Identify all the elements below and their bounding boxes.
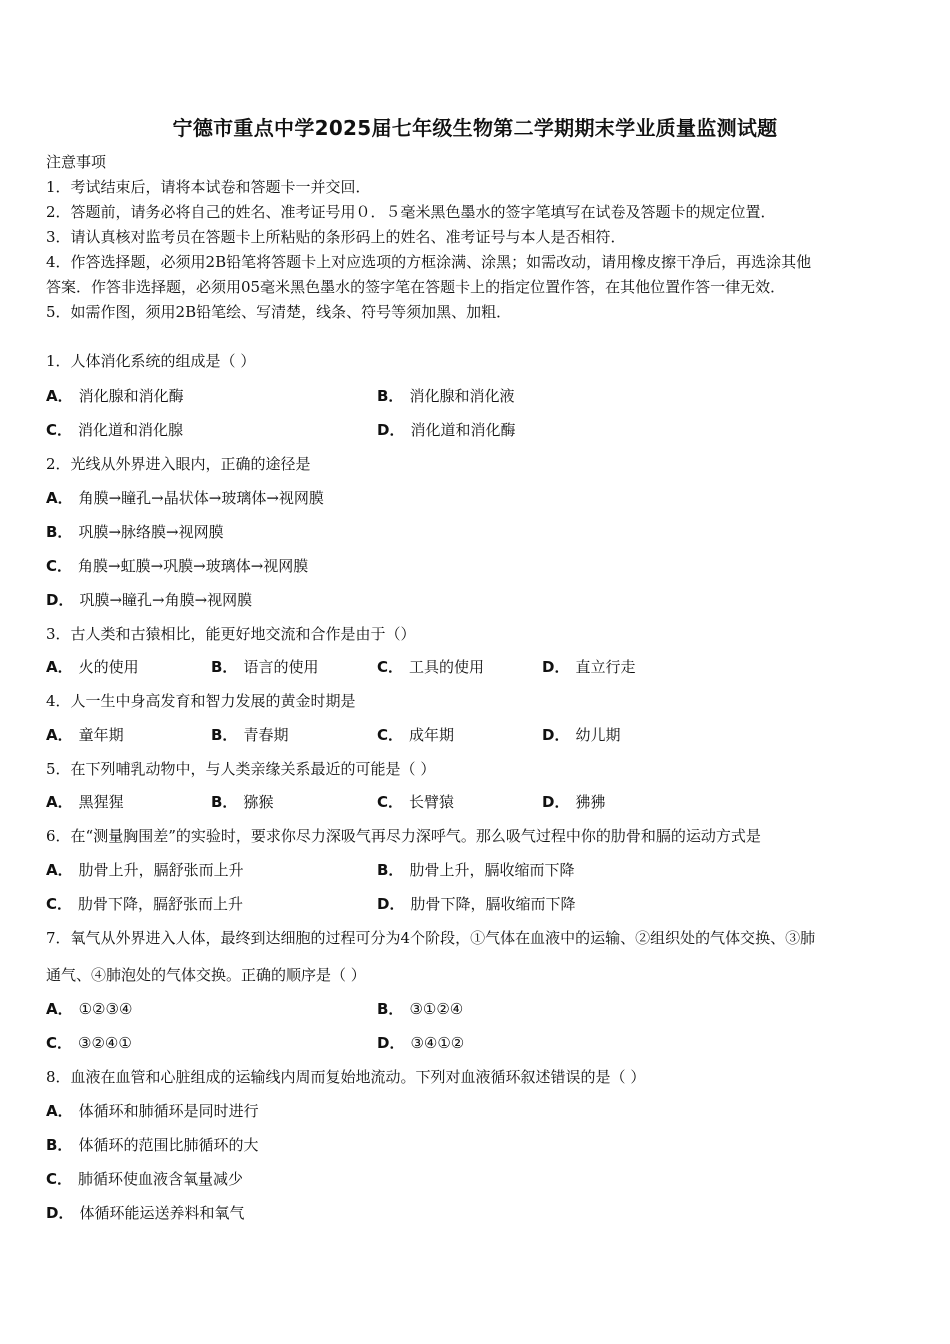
question-7-stem-continued: 通气、④肺泡处的气体交换。正确的顺序是（ ） xyxy=(46,966,366,984)
q5-option-c[interactable]: C． 长臂猿 xyxy=(377,793,455,811)
q8-option-a[interactable]: A． 体循环和肺循环是同时进行 xyxy=(46,1102,259,1120)
notice-section xyxy=(46,150,910,325)
question-5-stem: 5．在下列哺乳动物中，与人类亲缘关系最近的可能是（ ） xyxy=(46,760,436,778)
q5-option-b[interactable]: B． 猕猴 xyxy=(211,793,274,811)
notice-item: 答案．作答非选择题，必须用05毫米黑色墨水的签字笔在答题卡上的指定位置作答，在其他位置作答一律无效． xyxy=(46,278,786,296)
q2-option-a[interactable]: A． 角膜→瞳孔→晶状体→玻璃体→视网膜 xyxy=(46,489,324,507)
q1-option-c[interactable]: C． 消化道和消化腺 xyxy=(46,421,184,439)
q3-option-b[interactable]: B． 语言的使用 xyxy=(211,658,319,676)
question-1-stem: 1．人体消化系统的组成是（ ） xyxy=(46,352,256,370)
q2-option-b[interactable]: B． 巩膜→脉络膜→视网膜 xyxy=(46,523,224,541)
question-6-stem: 6．在“测量胸围差”的实验时，要求你尽力深吸气再尽力深呼气。那么吸气过程中你的肋骨和膈的运动方式是 xyxy=(46,827,761,845)
q7-option-d[interactable]: D． ③④①② xyxy=(377,1034,465,1052)
notice-item: 4．作答选择题，必须用2B铅笔将答题卡上对应选项的方框涂满、涂黑；如需改动，请用橡皮擦干净后，再选涂其他 xyxy=(46,253,812,271)
notice-item: 1．考试结束后，请将本试卷和答题卡一并交回． xyxy=(46,178,371,196)
q3-option-d[interactable]: D． 直立行走 xyxy=(542,658,636,676)
q4-option-a[interactable]: A． 童年期 xyxy=(46,726,124,744)
q1-option-a[interactable]: A． 消化腺和消化酶 xyxy=(46,387,184,405)
question-2-stem: 2．光线从外界进入眼内，正确的途径是 xyxy=(46,455,311,473)
q5-option-d[interactable]: D． 狒狒 xyxy=(542,793,606,811)
q4-option-c[interactable]: C． 成年期 xyxy=(377,726,455,744)
q3-option-a[interactable]: A． 火的使用 xyxy=(46,658,139,676)
notice-heading: 注意事项 xyxy=(46,153,107,171)
q7-option-b[interactable]: B． ③①②④ xyxy=(377,1000,464,1018)
q7-option-a[interactable]: A． ①②③④ xyxy=(46,1000,133,1018)
q8-option-c[interactable]: C． 肺循环使血液含氧量减少 xyxy=(46,1170,244,1188)
q6-option-a[interactable]: A． 肋骨上升，膈舒张而上升 xyxy=(46,861,244,879)
q5-option-a[interactable]: A． 黑猩猩 xyxy=(46,793,124,811)
question-4-stem: 4．人一生中身高发育和智力发展的黄金时期是 xyxy=(46,692,356,710)
notice-item: 5．如需作图，须用2B铅笔绘、写清楚，线条、符号等须加黑、加粗． xyxy=(46,303,512,321)
notice-item: 2．答题前，请务必将自己的姓名、准考证号用０．５毫米黑色墨水的签字笔填写在试卷及答题卡的规定位置． xyxy=(46,203,776,221)
question-8-stem: 8．血液在血管和心脏组成的运输线内周而复始地流动。下列对血液循环叙述错误的是（ ） xyxy=(46,1068,646,1086)
q3-option-c[interactable]: C． 工具的使用 xyxy=(377,658,485,676)
notice-item: 3．请认真核对监考员在答题卡上所粘贴的条形码上的姓名、准考证号与本人是否相符． xyxy=(46,228,626,246)
question-7-stem: 7．氧气从外界进入人体，最终到达细胞的过程可分为4个阶段，①气体在血液中的运输、②组织处的气体交换、③肺 xyxy=(46,929,816,947)
q6-option-c[interactable]: C． 肋骨下降，膈舒张而上升 xyxy=(46,895,244,913)
q7-option-c[interactable]: C． ③②④① xyxy=(46,1034,132,1052)
q8-option-d[interactable]: D． 体循环能运送养料和氧气 xyxy=(46,1204,245,1222)
q1-option-b[interactable]: B． 消化腺和消化液 xyxy=(377,387,515,405)
q2-option-d[interactable]: D． 巩膜→瞳孔→角膜→视网膜 xyxy=(46,591,253,609)
exam-title: 宁德市重点中学2025届七年级生物第二学期期末学业质量监测试题 xyxy=(172,116,778,140)
q4-option-b[interactable]: B． 青春期 xyxy=(211,726,289,744)
q6-option-b[interactable]: B． 肋骨上升，膈收缩而下降 xyxy=(377,861,575,879)
q4-option-d[interactable]: D． 幼儿期 xyxy=(542,726,621,744)
q8-option-b[interactable]: B． 体循环的范围比肺循环的大 xyxy=(46,1136,259,1154)
q1-option-d[interactable]: D． 消化道和消化酶 xyxy=(377,421,516,439)
q2-option-c[interactable]: C． 角膜→虹膜→巩膜→玻璃体→视网膜 xyxy=(46,557,309,575)
question-3-stem: 3．古人类和古猿相比，能更好地交流和合作是由于（） xyxy=(46,625,416,643)
q6-option-d[interactable]: D． 肋骨下降，膈收缩而下降 xyxy=(377,895,576,913)
